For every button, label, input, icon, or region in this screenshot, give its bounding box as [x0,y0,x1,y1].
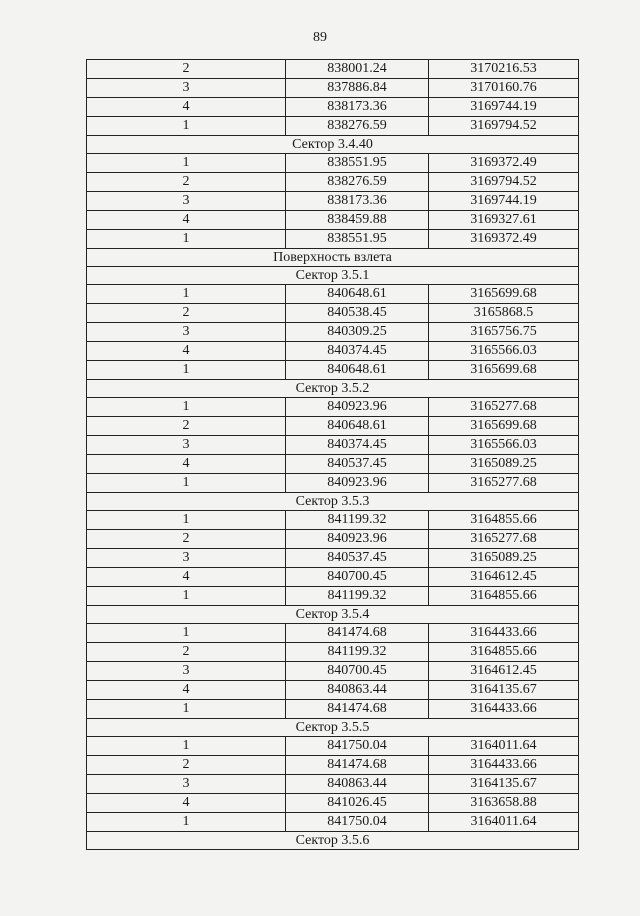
table-row [87,662,578,681]
x-coordinate-cell: 840923.96 [286,530,429,548]
x-coordinate-cell: 838276.59 [286,117,429,135]
table-row [87,737,578,756]
table-row [87,530,578,549]
section-label: Сектор 3.5.2 [295,380,370,396]
y-coordinate-cell: 3164855.66 [470,588,537,603]
section-header-row [87,606,578,624]
section-header-row [87,267,578,285]
table-row [87,117,578,136]
table-row [87,285,578,304]
table-row [87,60,578,79]
table-row [87,587,578,606]
y-coordinate-cell: 3169372.49 [470,155,537,170]
table-row [87,775,578,794]
table-row [87,756,578,775]
point-number-cell: 1 [87,230,286,248]
coordinates-table [86,59,579,850]
x-coordinate-cell: 841474.68 [286,756,429,774]
y-coordinate-cell: 3163658.88 [470,795,537,810]
x-coordinate-cell: 841026.45 [286,794,429,812]
point-number-cell: 3 [87,436,286,454]
table-row [87,304,578,323]
table-row [87,511,578,530]
section-header-row [87,249,578,267]
y-coordinate-cell: 3164135.67 [470,776,537,791]
x-coordinate-cell: 841199.32 [286,587,429,605]
x-coordinate-cell: 840700.45 [286,662,429,680]
point-number-cell: 4 [87,681,286,699]
point-number-cell: 1 [87,737,286,755]
table-row [87,813,578,832]
y-coordinate-cell: 3164433.66 [470,625,537,640]
y-coordinate-cell: 3170160.76 [470,80,537,95]
x-coordinate-cell: 840374.45 [286,342,429,360]
x-coordinate-cell: 840923.96 [286,474,429,492]
table-row [87,624,578,643]
table-row [87,398,578,417]
x-coordinate-cell: 838551.95 [286,154,429,172]
point-number-cell: 2 [87,173,286,191]
x-coordinate-cell: 840374.45 [286,436,429,454]
x-coordinate-cell: 840863.44 [286,775,429,793]
point-number-cell: 1 [87,398,286,416]
table-row [87,154,578,173]
table-row [87,474,578,493]
x-coordinate-cell: 841474.68 [286,624,429,642]
table-row [87,681,578,700]
point-number-cell: 2 [87,304,286,322]
x-coordinate-cell: 838551.95 [286,230,429,248]
point-number-cell: 2 [87,756,286,774]
y-coordinate-cell: 3164612.45 [470,569,537,584]
table-row [87,342,578,361]
section-header-row [87,832,578,850]
y-coordinate-cell: 3165089.25 [470,456,537,471]
point-number-cell: 4 [87,455,286,473]
section-label: Сектор 3.5.6 [295,832,370,848]
point-number-cell: 1 [87,700,286,718]
table-row [87,323,578,342]
table-row [87,79,578,98]
x-coordinate-cell: 838001.24 [286,60,429,78]
x-coordinate-cell: 838173.36 [286,192,429,210]
point-number-cell: 4 [87,342,286,360]
x-coordinate-cell: 840700.45 [286,568,429,586]
table-row [87,455,578,474]
x-coordinate-cell: 838173.36 [286,98,429,116]
y-coordinate-cell: 3164855.66 [470,512,537,527]
x-coordinate-cell: 840923.96 [286,398,429,416]
section-label: Сектор 3.5.1 [295,267,370,283]
point-number-cell: 3 [87,662,286,680]
y-coordinate-cell: 3165089.25 [470,550,537,565]
section-label: Сектор 3.5.5 [295,719,370,735]
point-number-cell: 1 [87,361,286,379]
section-header-row [87,719,578,737]
x-coordinate-cell: 840309.25 [286,323,429,341]
x-coordinate-cell: 838276.59 [286,173,429,191]
point-number-cell: 3 [87,192,286,210]
y-coordinate-cell: 3165699.68 [470,286,537,301]
point-number-cell: 3 [87,323,286,341]
y-coordinate-cell: 3164011.64 [470,814,537,829]
point-number-cell: 2 [87,60,286,78]
table-row [87,549,578,568]
x-coordinate-cell: 837886.84 [286,79,429,97]
y-coordinate-cell: 3170216.53 [470,61,537,76]
point-number-cell: 1 [87,285,286,303]
y-coordinate-cell: 3165699.68 [470,362,537,377]
table-row [87,643,578,662]
y-coordinate-cell: 3169794.52 [470,118,537,133]
point-number-cell: 3 [87,775,286,793]
table-row [87,173,578,192]
y-coordinate-cell: 3165756.75 [470,324,537,339]
y-coordinate-cell: 3164135.67 [470,682,537,697]
x-coordinate-cell: 841750.04 [286,737,429,755]
page-number: 89 [313,30,327,45]
section-header-row [87,136,578,154]
y-coordinate-cell: 3164433.66 [470,757,537,772]
point-number-cell: 1 [87,511,286,529]
x-coordinate-cell: 840648.61 [286,285,429,303]
y-coordinate-cell: 3164433.66 [470,701,537,716]
section-label: Сектор 3.5.4 [295,606,370,622]
point-number-cell: 1 [87,813,286,831]
point-number-cell: 4 [87,794,286,812]
table-row [87,361,578,380]
y-coordinate-cell: 3165277.68 [470,399,537,414]
point-number-cell: 1 [87,474,286,492]
table-row [87,98,578,117]
y-coordinate-cell: 3165566.03 [470,437,537,452]
x-coordinate-cell: 840537.45 [286,549,429,567]
y-coordinate-cell: 3169372.49 [470,231,537,246]
y-coordinate-cell: 3165868.5 [473,305,534,320]
point-number-cell: 1 [87,624,286,642]
y-coordinate-cell: 3165277.68 [470,475,537,490]
y-coordinate-cell: 3165277.68 [470,531,537,546]
point-number-cell: 3 [87,79,286,97]
y-coordinate-cell: 3169744.19 [470,193,537,208]
y-coordinate-cell: 3169744.19 [470,99,537,114]
section-label: Сектор 3.5.3 [295,493,370,509]
section-header-row [87,493,578,511]
point-number-cell: 1 [87,117,286,135]
table-row [87,436,578,455]
table-row [87,700,578,719]
y-coordinate-cell: 3164011.64 [470,738,537,753]
table-row [87,568,578,587]
x-coordinate-cell: 840537.45 [286,455,429,473]
y-coordinate-cell: 3169327.61 [470,212,537,227]
x-coordinate-cell: 840648.61 [286,361,429,379]
point-number-cell: 4 [87,211,286,229]
y-coordinate-cell: 3165699.68 [470,418,537,433]
x-coordinate-cell: 841750.04 [286,813,429,831]
point-number-cell: 4 [87,98,286,116]
x-coordinate-cell: 841474.68 [286,700,429,718]
x-coordinate-cell: 840863.44 [286,681,429,699]
point-number-cell: 2 [87,417,286,435]
section-label: Поверхность взлета [273,249,392,265]
y-coordinate-cell: 3169794.52 [470,174,537,189]
point-number-cell: 2 [87,530,286,548]
table-row [87,230,578,249]
table-row [87,211,578,230]
point-number-cell: 4 [87,568,286,586]
section-label: Сектор 3.4.40 [292,136,373,152]
x-coordinate-cell: 841199.32 [286,511,429,529]
table-row [87,794,578,813]
y-coordinate-cell: 3164612.45 [470,663,537,678]
x-coordinate-cell: 840648.61 [286,417,429,435]
table-row [87,192,578,211]
x-coordinate-cell: 838459.88 [286,211,429,229]
table-row [87,417,578,436]
x-coordinate-cell: 841199.32 [286,643,429,661]
point-number-cell: 1 [87,587,286,605]
point-number-cell: 2 [87,643,286,661]
section-header-row [87,380,578,398]
y-coordinate-cell: 3164855.66 [470,644,537,659]
x-coordinate-cell: 840538.45 [286,304,429,322]
point-number-cell: 3 [87,549,286,567]
y-coordinate-cell: 3165566.03 [470,343,537,358]
point-number-cell: 1 [87,154,286,172]
